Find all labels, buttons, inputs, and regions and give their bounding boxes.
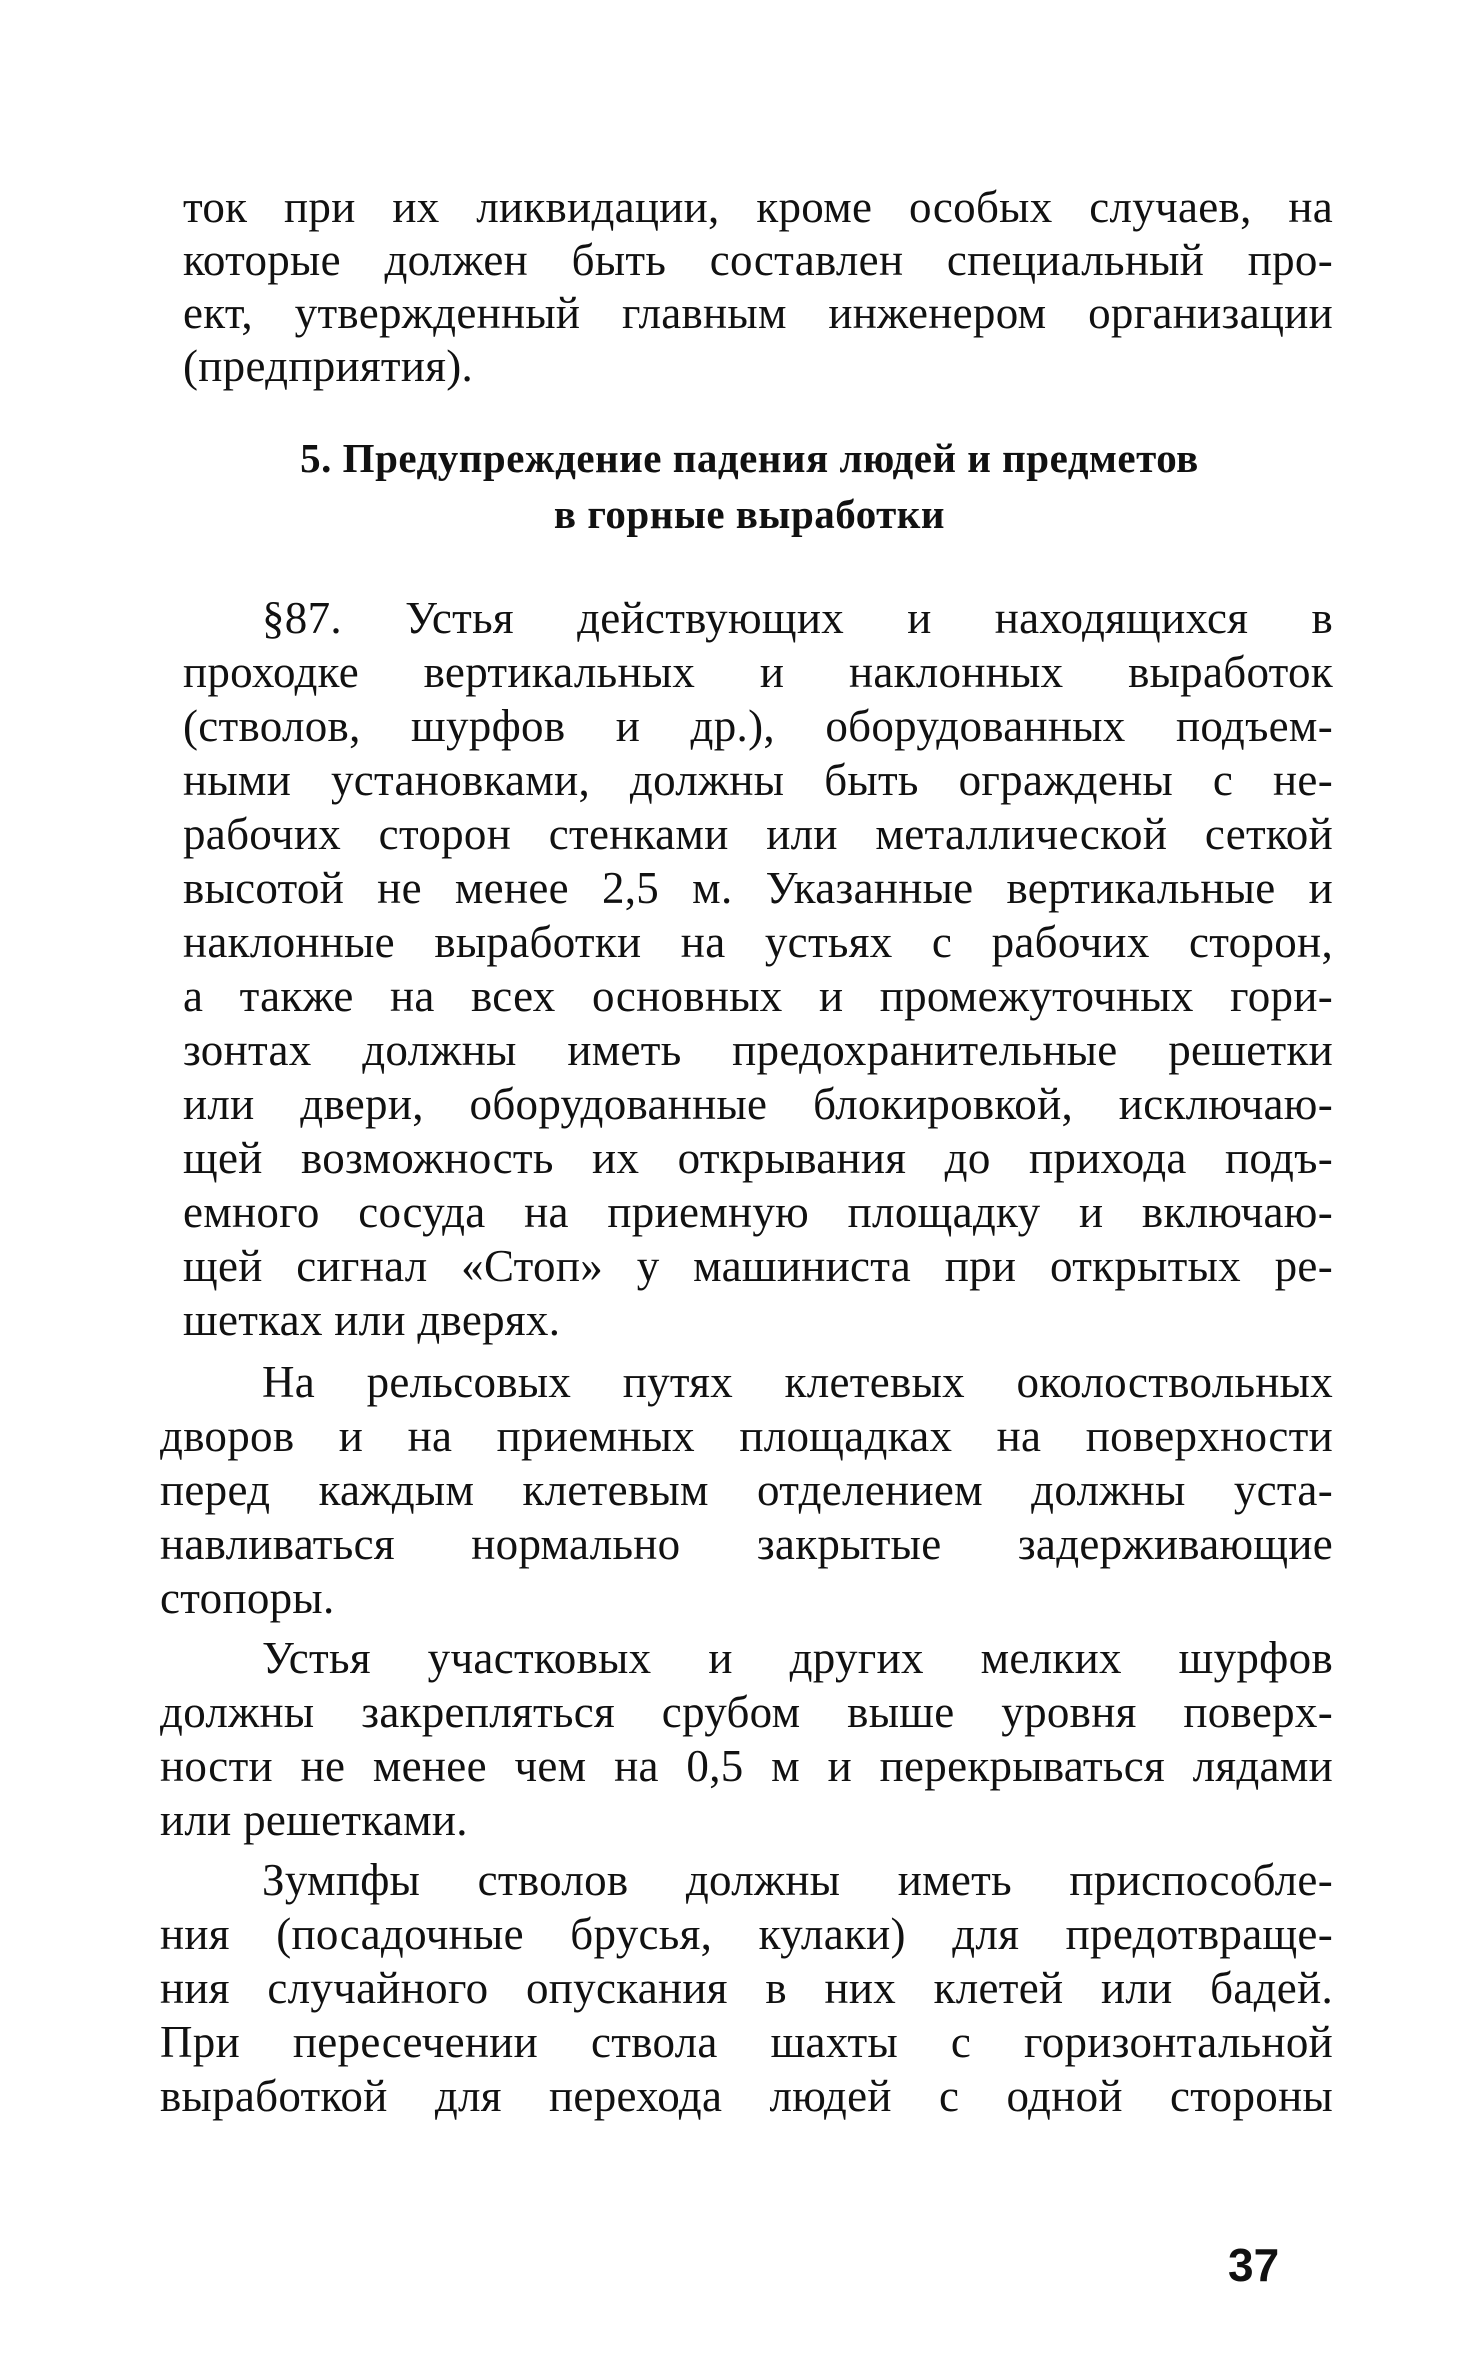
text-line: емного сосуда на приемную площадку и включаю- bbox=[183, 1187, 1333, 1237]
text-line: щей возможность их открывания до прихода подъ- bbox=[183, 1133, 1333, 1183]
page-number: 37 bbox=[1228, 2239, 1280, 2291]
text-line: проходке вертикальных и наклонных выработок bbox=[183, 647, 1333, 697]
text-line: выработкой для перехода людей с одной стороны bbox=[160, 2071, 1333, 2121]
text-line: которые должен быть составлен специальный про- bbox=[183, 235, 1333, 285]
text-line: ными установками, должны быть ограждены с не- bbox=[183, 755, 1333, 805]
text-line: перед каждым клетевым отделением должны уста- bbox=[160, 1465, 1333, 1515]
text-line: На рельсовых путях клетевых околоствольных bbox=[262, 1357, 1333, 1407]
text-line: При пересечении ствола шахты с горизонтальной bbox=[160, 2017, 1333, 2067]
heading-line: в горные выработки bbox=[553, 491, 946, 537]
text-line: дворов и на приемных площадках на поверхности bbox=[160, 1411, 1333, 1461]
text-line: рабочих сторон стенками или металлической сеткой bbox=[183, 809, 1333, 859]
text-line: навливаться нормально закрытые задерживающие bbox=[160, 1519, 1333, 1569]
text-line: (предприятия). bbox=[183, 341, 474, 391]
text-line: стопоры. bbox=[160, 1573, 335, 1623]
text-line: ток при их ликвидации, кроме особых случаев, на bbox=[183, 182, 1333, 232]
text-line: Зумпфы стволов должны иметь приспособле- bbox=[262, 1855, 1333, 1905]
text-line: зонтах должны иметь предохранительные решетки bbox=[183, 1025, 1333, 1075]
text-line: должны закрепляться срубом выше уровня поверх- bbox=[160, 1687, 1333, 1737]
text-line: а также на всех основных и промежуточных гори- bbox=[183, 971, 1333, 1021]
text-line: ности не менее чем на 0,5 м и перекрываться лядами bbox=[160, 1741, 1333, 1791]
text-line: ект, утвержденный главным инженером организации bbox=[183, 288, 1333, 338]
text-line: Устья участковых и других мелких шурфов bbox=[262, 1633, 1333, 1683]
text-line: или решетками. bbox=[160, 1795, 468, 1845]
text-line: (стволов, шурфов и др.), оборудованных подъем- bbox=[183, 701, 1333, 751]
text-line: шетках или дверях. bbox=[183, 1295, 561, 1345]
text-line: наклонные выработки на устьях с рабочих сторон, bbox=[183, 917, 1333, 967]
text-line: §87. Устья действующих и находящихся в bbox=[262, 593, 1333, 643]
heading-line: 5. Предупреждение падения людей и предметов bbox=[300, 435, 1199, 481]
text-line: ния (посадочные брусья, кулаки) для предотвраще- bbox=[160, 1909, 1333, 1959]
text-line: высотой не менее 2,5 м. Указанные вертикальные и bbox=[183, 863, 1333, 913]
text-line: щей сигнал «Стоп» у машиниста при открытых ре- bbox=[183, 1241, 1333, 1291]
text-line: или двери, оборудованные блокировкой, исключаю- bbox=[183, 1079, 1333, 1129]
text-line: ния случайного опускания в них клетей или бадей. bbox=[160, 1963, 1333, 2013]
